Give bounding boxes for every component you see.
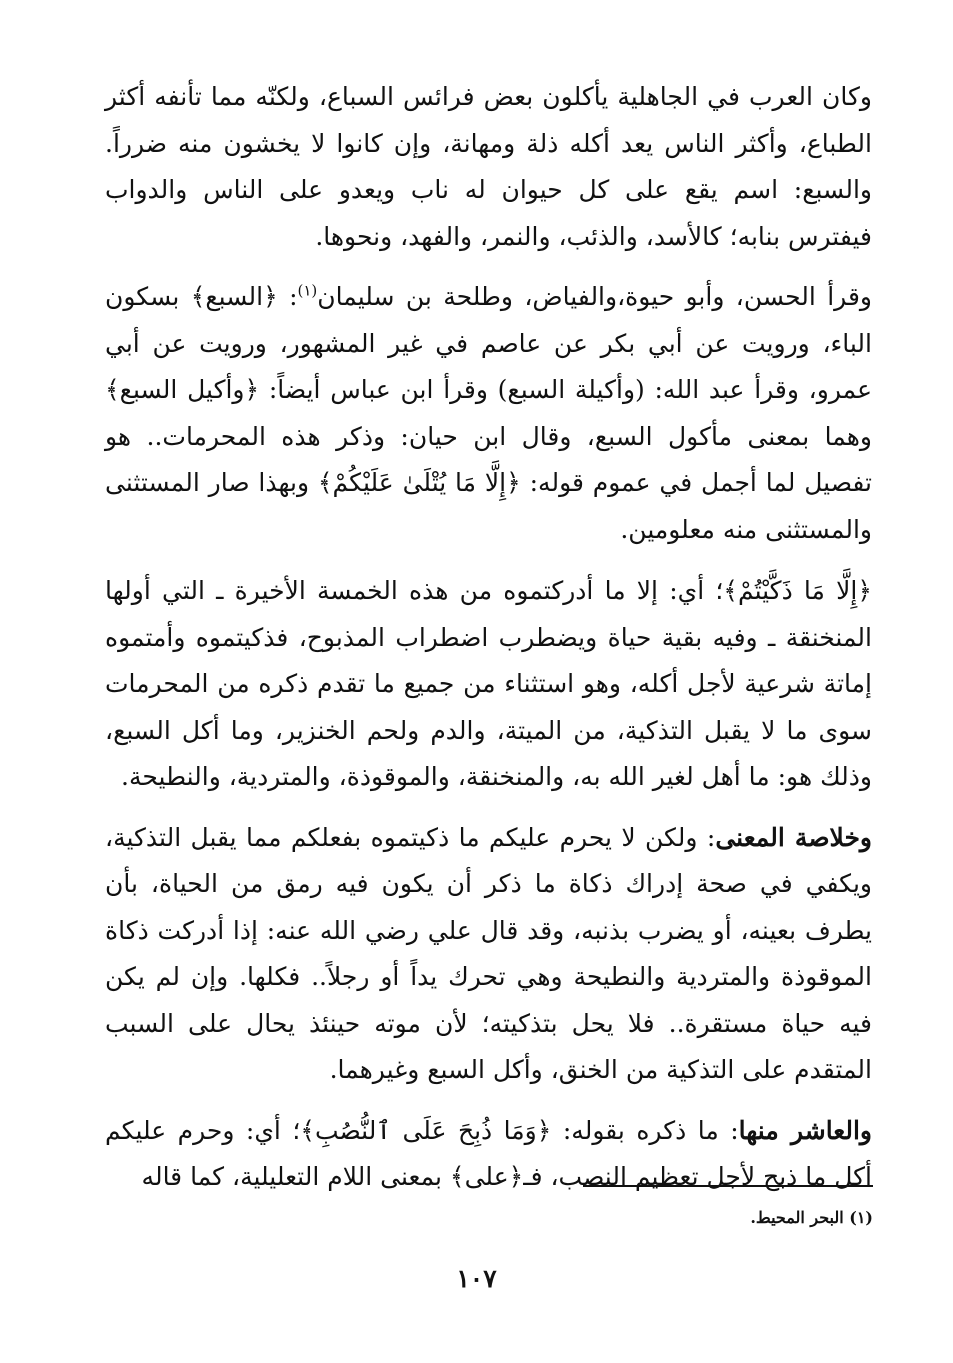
paragraph-1: وكان العرب في الجاهلية يأكلون بعض فرائس السباع، ولكنّه مما تأنفه أكثر الطباع، وأكثر الناس يعد أكله ذلة ومهانة، وإن كانوا لا يخشون منه ضرراً. والسبع: اسم يقع على كل حيوان له ناب ويعدو على الناس والدواب فيفترس بنابه؛ كالأسد، والذئب، والنمر، والفهد، ونحوها.	[105, 82, 872, 251]
paragraph-2-text-end: : ﴿السبع﴾ بسكون الباء، ورويت عن أبي بكر عن عاصم في غير المشهور، ورويت عن أبي عمرو، وقرأ عبد الله: (وأكيلة السبع) وقرأ ابن عباس أيضاً: ﴿وأكيل السبع﴾ وهما بمعنى مأكول السبع، وقال ابن حيان: وذكر هذه المحرمات.. هو تفصيل لما أجمل في عموم قوله: ﴿إِلَّا مَا يُتْلَىٰ عَلَيْكُمْ﴾ وبهذا صار المستثنى والمستثنى منه معلومين.	[105, 282, 872, 544]
paragraph-4-text: : ولكن لا يحرم عليكم ما ذكيتموه بفعلكم مما يقبل التذكية، ويكفي في صحة إدراك ذكاة ما ذكر أن يكون فيه رمق من الحياة، بأن يطرف بعينه، أو يضرب بذنبه، وقد قال علي رضي الله عنه: إذا أدركت ذكاة الموقوذة والمتردية والنطيحة وهي تحرك يداً أو رجلاً.. فكلها. وإن لم يكن فيه حياة مستقرة.. فلا يحل بتذكيته؛ لأن موته حينئذ يحال على السبب المتقدم على التذكية من الخنق، وأكل السبع وغيرهما.	[105, 822, 872, 1084]
paragraph-2-text-start: وقرأ الحسن، وأبو حيوة،والفياض، وطلحة بن سليمان	[317, 282, 872, 311]
paragraph-5-lead-term: والعاشر منها	[738, 1115, 873, 1145]
paragraph-3: ﴿إِلَّا مَا ذَكَّيْتُمْ﴾؛ أي: إلا ما أدركتموه من هذه الخمسة الأخيرة ـ التي أولها المنخنقة ـ وفيه بقية حياة ويضطرب اضطراب المذبوح، فذكيتموه وأمتموه إماتة شرعية لأجل أكله، وهو استثناء من جميع ما تقدم ذكره من المحرمات سوى ما لا يقبل التذكية، من الميتة، والدم ولحم الخنزير، وما أكل السبع، وذلك هو: ما أهل لغير الله به، والمنخنقة، والموقوذة، والمتردية، والنطيحة.	[105, 576, 872, 791]
footnote-reference-mark: (١)	[297, 281, 318, 300]
page-number: ١٠٧	[456, 1264, 497, 1293]
book-page	[105, 74, 872, 1201]
paragraph-2	[105, 274, 872, 553]
paragraph-4	[105, 815, 872, 1094]
footnote-divider	[583, 1185, 873, 1187]
footnote: (١) البحر المحيط.	[750, 1208, 873, 1227]
paragraph-5-text: : ما ذكره بقوله: ﴿وَمَا ذُبِحَ عَلَى ٱلنُّصُبِ﴾؛ أي: وحرم عليكم أكل ما ذبح لأجل تعظيم النصب، فـ﴿على﴾ بمعنى اللام التعليلية، كما قاله	[105, 1115, 872, 1191]
paragraph-4-lead-term: وخلاصة المعنى	[715, 822, 872, 852]
